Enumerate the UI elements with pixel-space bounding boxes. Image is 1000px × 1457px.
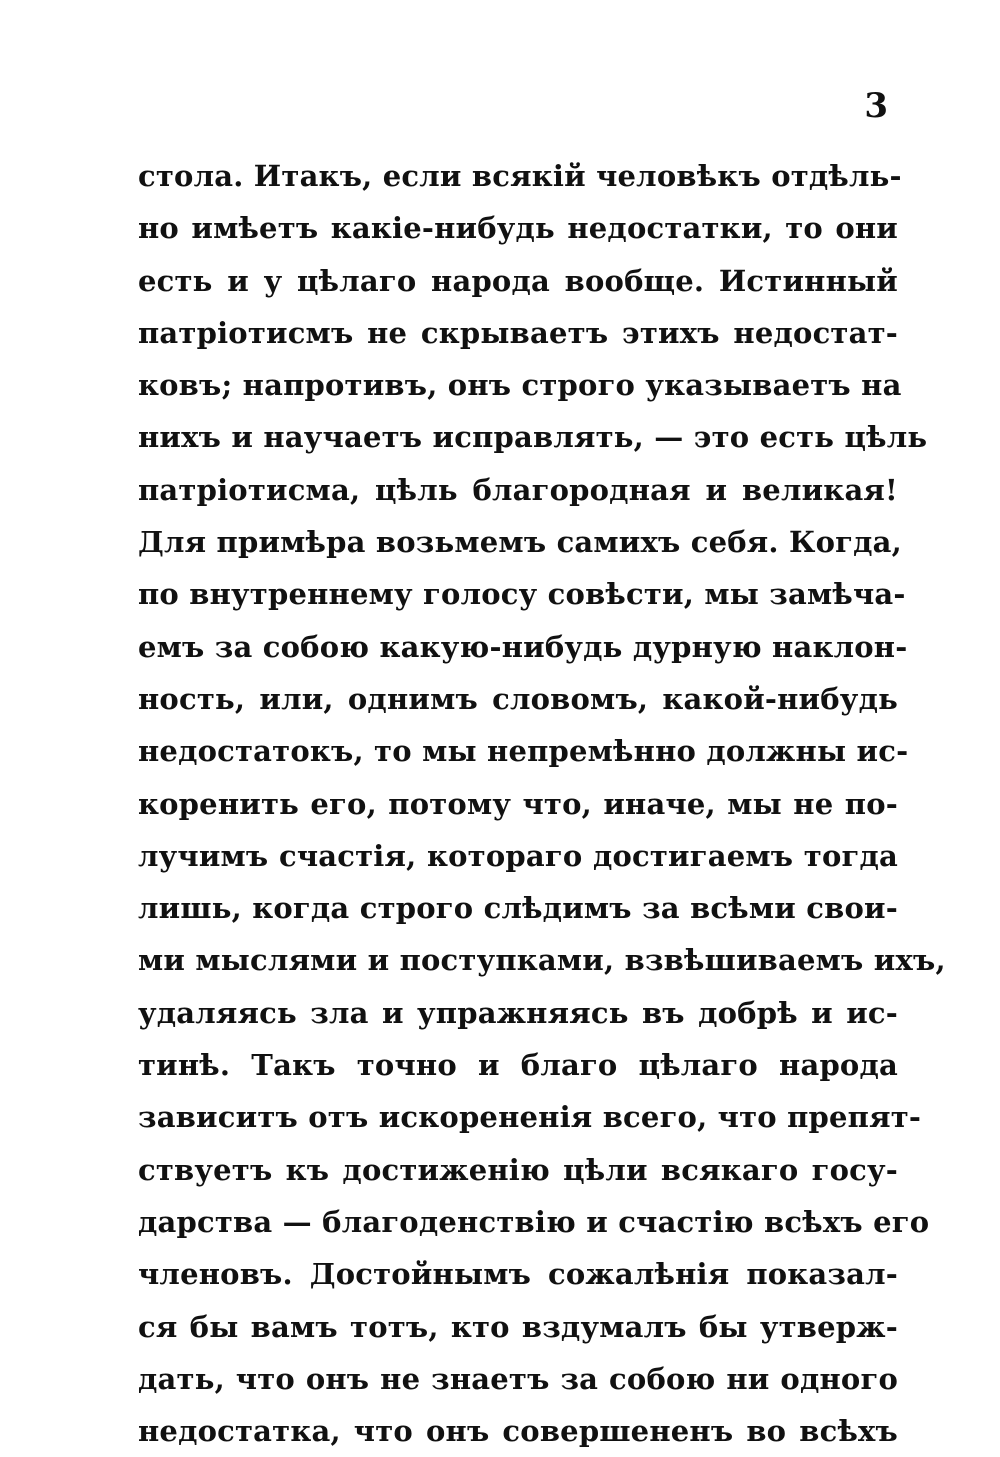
text-line: членовъ. Достойнымъ сожалѣнія показал- xyxy=(138,1257,898,1292)
text-line: дать, что онъ не знаетъ за собою ни одного xyxy=(138,1361,898,1396)
text-line: нихъ и научаетъ исправлять, — это есть цѣль xyxy=(138,420,928,455)
text-line: ся бы вамъ тотъ, кто вздумалъ бы утверж- xyxy=(138,1309,898,1344)
page-number: 3 xyxy=(864,86,888,126)
text-line: удаляясь зла и упражняясь въ добрѣ и ис- xyxy=(138,995,898,1030)
text-line: по внутреннему голосу совѣсти, мы замѣча- xyxy=(138,577,906,612)
text-line: Для примѣра возьмемъ самихъ себя. Когда, xyxy=(138,525,902,560)
text-line: патріотисмъ не скрываетъ этихъ недостат- xyxy=(138,315,898,350)
text-line: ми мыслями и поступками, взвѣшиваемъ ихъ, xyxy=(138,943,946,978)
text-line: недостатокъ, то мы непремѣнно должны ис- xyxy=(138,734,909,769)
text-line: тинѣ. Такъ точно и благо цѣлаго народа xyxy=(138,1048,898,1083)
text-line: дарства — благоденствію и счастію всѣхъ его xyxy=(138,1204,930,1239)
text-line: ковъ; напротивъ, онъ строго указываетъ на xyxy=(138,368,902,403)
text-line: ствуетъ къ достиженію цѣли всякаго госу- xyxy=(138,1152,898,1187)
text-line: лучимъ счастія, котораго достигаемъ тогда xyxy=(138,838,898,873)
text-line: емъ за собою какую-нибудь дурную наклон- xyxy=(138,629,908,664)
text-line: но имѣетъ какіе-нибудь недостатки, то они xyxy=(138,211,898,246)
text-line: ность, или, однимъ словомъ, какой-нибудь xyxy=(138,681,898,716)
body-text xyxy=(138,150,946,1457)
text-line: стола. Итакъ, если всякій человѣкъ отдѣль- xyxy=(138,159,902,193)
text-line: патріотисма, цѣль благородная и великая! xyxy=(138,472,898,507)
text-line: коренить его, потому что, иначе, мы не по- xyxy=(138,786,898,821)
text-line: зависитъ отъ искорененія всего, что препят- xyxy=(138,1100,922,1135)
text-line: есть и у цѣлаго народа вообще. Истинный xyxy=(138,263,898,298)
text-line: лишь, когда строго слѣдимъ за всѣми свои- xyxy=(138,891,898,926)
text-line: недостатка, что онъ совершененъ во всѣхъ xyxy=(138,1414,898,1449)
